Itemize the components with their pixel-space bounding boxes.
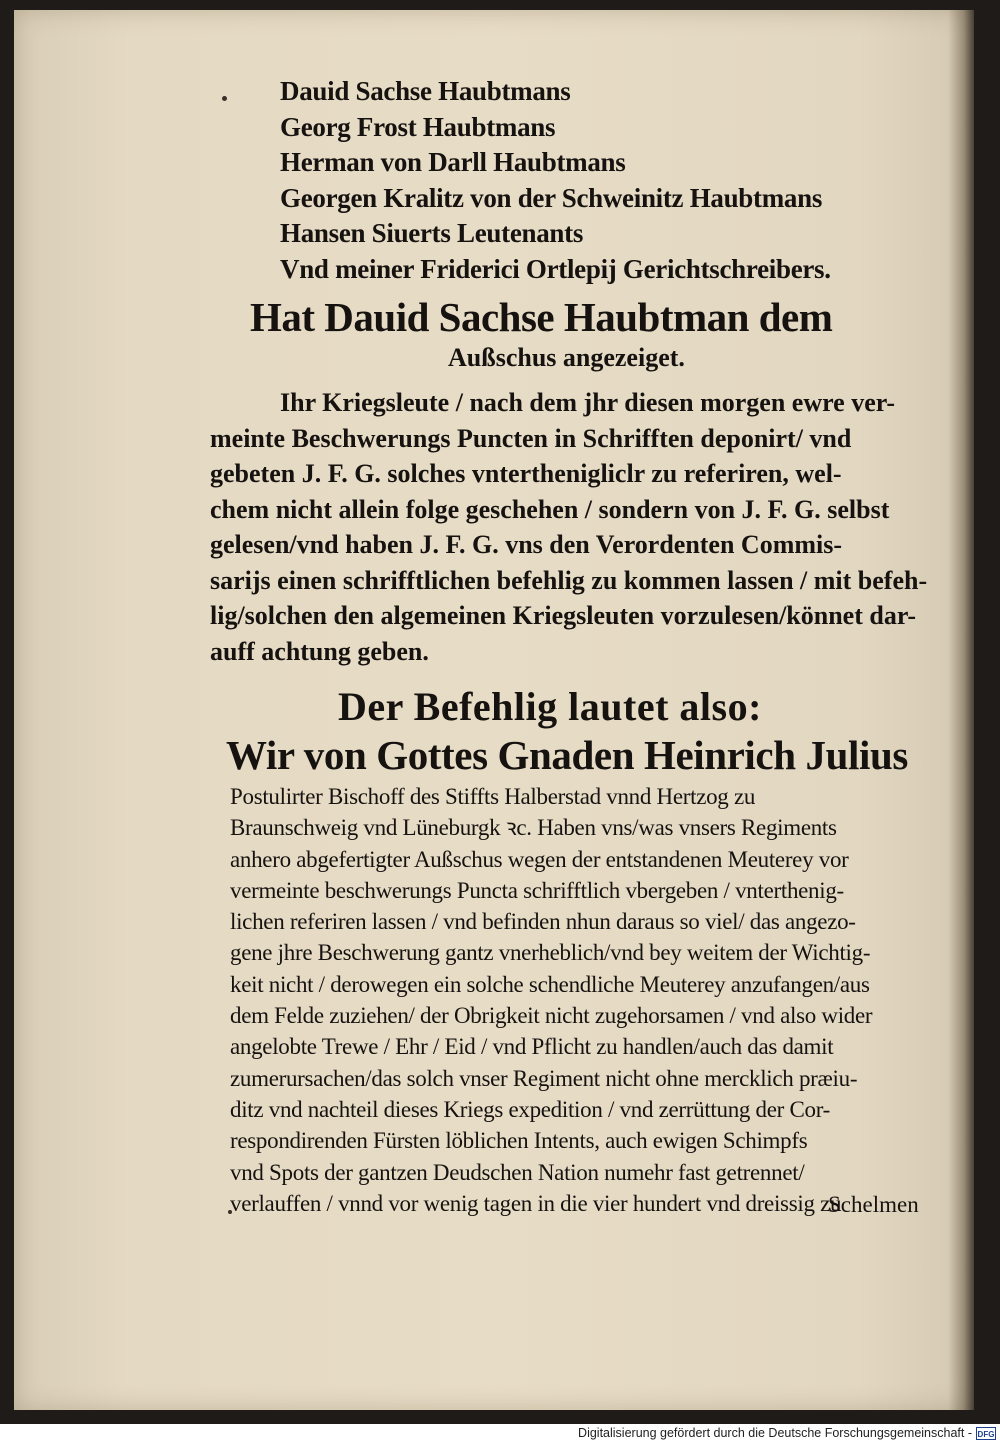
decree-line: Braunschweig vnd Lüneburgk ꝛc. Haben vns/was vnsers Regiments	[230, 815, 837, 841]
paragraph-line: chem nicht allein folge geschehen / sondern von J. F. G. selbst	[210, 494, 890, 524]
digitization-footer	[0, 1424, 1000, 1444]
decree-heading: Der Befehlig lautet also:	[338, 684, 762, 729]
footer-credit: Digitalisierung gefördert durch die Deutsche Forschungsgemeinschaft -	[578, 1426, 972, 1440]
decree-line: verlauffen / vnnd vor wenig tagen in die vier hundert vnd dreissig zu	[230, 1190, 842, 1216]
dfg-logo-icon: DFG	[976, 1427, 996, 1440]
signatory-line: Georgen Kralitz von der Schweinitz Haubtmans	[280, 182, 823, 213]
decree-line: lichen referiren lassen / vnd befinden nhun daraus so viel/ das angezo-	[230, 909, 856, 935]
decree-line: vermeinte beschwerungs Puncta schrifftlich vbergeben / vnterthenig-	[230, 877, 844, 903]
signatory-line: Vnd meiner Friderici Ortlepij Gerichtschreibers.	[280, 253, 831, 284]
decree-line: anhero abgefertigter Außschus wegen der entstandenen Meuterey vor	[230, 846, 849, 872]
decree-line: dem Felde zuziehen/ der Obrigkeit nicht zugehorsamen / vnd also wider	[230, 1003, 873, 1029]
decree-text	[230, 781, 950, 1219]
decree-line: respondirenden Fürsten löblichen Intents, auch ewigen Schimpfs	[230, 1128, 808, 1154]
decree-line: angelobte Trewe / Ehr / Eid / vnd Pflicht zu handlen/auch das damit	[230, 1034, 834, 1060]
paragraph-line: Ihr Kriegsleute / nach dem jhr diesen morgen ewre ver-	[280, 388, 895, 417]
page-text	[210, 74, 940, 1219]
decree-opening: Wir von Gottes Gnaden Heinrich Julius	[226, 732, 908, 778]
section-heading: Hat Dauid Sachse Haubtman dem	[250, 294, 833, 340]
decree-line: ditz vnd nachteil dieses Kriegs expedition / vnd zerrüttung der Cor-	[230, 1096, 830, 1122]
section-heading-continuation: Außschus angezeiget.	[448, 343, 685, 372]
signatory-line: Dauid Sachse Haubtmans	[280, 76, 571, 106]
paragraph-line: gelesen/vnd haben J. F. G. vns den Verordenten Commis-	[210, 530, 843, 559]
paragraph-line: auff achtung geben.	[210, 636, 429, 666]
decree-line: vnd Spots der gantzen Deudschen Nation numehr fast getrennet/	[230, 1159, 805, 1185]
decree-line: zumerursachen/das solch vnser Regiment nicht ohne mercklich præiu-	[230, 1065, 858, 1091]
speech-paragraph	[210, 385, 940, 669]
decree-line: gene jhre Beschwerung gantz vnerheblich/vnd bey weitem der Wichtig-	[230, 940, 871, 966]
signatory-line: Hansen Siuerts Leutenants	[280, 218, 584, 248]
signatory-line: Georg Frost Haubtmans	[280, 111, 556, 142]
paragraph-line: meinte Beschwerungs Puncten in Schrifften deponirt/ vnd	[210, 423, 852, 453]
paragraph-line: sarijs einen schrifftlichen befehlig zu kommen lassen / mit befeh-	[210, 565, 928, 595]
signatory-list	[210, 74, 940, 287]
paragraph-line: lig/solchen den algemeinen Kriegsleuten vorzulesen/könnet dar-	[210, 601, 917, 630]
decree-line: Postulirter Bischoff des Stiffts Halberstad vnnd Hertzog zu	[230, 784, 756, 809]
signatory-line: Herman von Darll Haubtmans	[280, 147, 626, 177]
page-gutter-shadow	[948, 10, 974, 1410]
paragraph-line: gebeten J. F. G. solches vnterthenigliclr zu referiren, wel-	[210, 459, 842, 488]
catchword: Schelmen	[828, 1192, 919, 1217]
decree-line: keit nicht / derowegen ein solche schendliche Meuterey anzufangen/aus	[230, 971, 870, 997]
